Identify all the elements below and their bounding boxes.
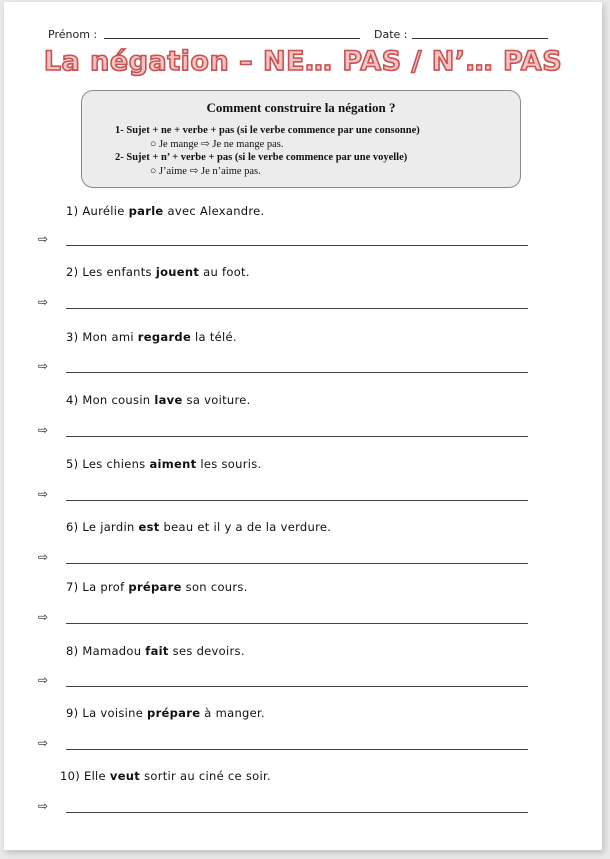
sentence-rest: beau et il y a de la verdure. <box>163 520 332 534</box>
sentence-subject: La voisine <box>82 706 144 720</box>
answer-arrow-icon: ⇨ <box>38 232 49 246</box>
grammar-rule-box <box>81 90 521 188</box>
worksheet-page <box>4 2 602 850</box>
rule-1: 1- Sujet + ne + verbe + pas (si le verbe commence par une consonne) <box>115 125 420 136</box>
date-field-line <box>412 38 548 39</box>
answer-arrow-icon: ⇨ <box>38 487 49 501</box>
answer-line-3[interactable] <box>66 372 528 373</box>
sentence-verb: regarde <box>137 330 192 344</box>
answer-arrow-icon: ⇨ <box>38 736 49 750</box>
answer-arrow-icon: ⇨ <box>38 799 49 813</box>
answer-line-6[interactable] <box>66 563 528 564</box>
answer-arrow-icon: ⇨ <box>38 673 49 687</box>
sentence-rest: à manger. <box>204 706 265 720</box>
date-label: Date : <box>374 28 408 41</box>
exercise-sentence-4 <box>66 393 251 407</box>
answer-line-5[interactable] <box>66 500 528 501</box>
sentence-verb: fait <box>145 644 169 658</box>
exercise-sentence-9 <box>66 706 265 720</box>
sentence-subject: Mon cousin <box>82 393 151 407</box>
sentence-subject: Les enfants <box>82 265 152 279</box>
exercise-sentence-1 <box>66 204 265 218</box>
exercise-number: 5) <box>66 457 79 471</box>
sentence-verb: jouent <box>155 265 200 279</box>
sentence-subject: Les chiens <box>82 457 146 471</box>
answer-line-7[interactable] <box>66 623 528 624</box>
sentence-verb: prépare <box>147 706 201 720</box>
exercise-number: 6) <box>66 520 79 534</box>
sentence-rest: sa voiture. <box>186 393 251 407</box>
sentence-rest: son cours. <box>185 580 248 594</box>
sentence-rest: avec Alexandre. <box>167 204 265 218</box>
exercise-number: 2) <box>66 265 79 279</box>
sentence-verb: parle <box>128 204 164 218</box>
exercise-sentence-10 <box>60 769 271 783</box>
sentence-subject: Mamadou <box>82 644 142 658</box>
sentence-rest: la télé. <box>195 330 237 344</box>
answer-line-10[interactable] <box>66 812 528 813</box>
name-field-line <box>104 38 360 39</box>
exercise-number: 1) <box>66 204 79 218</box>
rule-box-heading: Comment construire la négation ? <box>206 100 396 115</box>
page-title: La négation – NE… PAS / N’… PAS <box>43 46 563 77</box>
sentence-subject: Aurélie <box>82 204 125 218</box>
rule-2-example: ○ J’aime ⇨ Je n’aime pas. <box>150 166 261 177</box>
name-label: Prénom : <box>48 28 98 41</box>
answer-arrow-icon: ⇨ <box>38 423 49 437</box>
exercise-number: 7) <box>66 580 79 594</box>
sentence-subject: La prof <box>82 580 125 594</box>
exercise-sentence-3 <box>66 330 237 344</box>
sentence-subject: Elle <box>84 769 106 783</box>
exercise-number: 4) <box>66 393 79 407</box>
exercise-sentence-6 <box>66 520 331 534</box>
answer-arrow-icon: ⇨ <box>38 550 49 564</box>
exercise-number: 10) <box>60 769 81 783</box>
sentence-subject: Mon ami <box>82 330 134 344</box>
answer-line-9[interactable] <box>66 749 528 750</box>
sentence-rest: les souris. <box>200 457 262 471</box>
rule-1-example: ○ Je mange ⇨ Je ne mange pas. <box>150 139 284 150</box>
answer-line-1[interactable] <box>66 245 528 246</box>
sentence-rest: sortir au ciné ce soir. <box>144 769 271 783</box>
rule-2: 2- Sujet + n’ + verbe + pas (si le verbe commence par une voyelle) <box>115 152 408 163</box>
exercise-sentence-8 <box>66 644 245 658</box>
sentence-subject: Le jardin <box>82 520 135 534</box>
sentence-verb: aiment <box>149 457 197 471</box>
sentence-verb: veut <box>109 769 141 783</box>
exercise-sentence-5 <box>66 457 262 471</box>
answer-arrow-icon: ⇨ <box>38 359 49 373</box>
exercise-number: 8) <box>66 644 79 658</box>
exercise-number: 9) <box>66 706 79 720</box>
sentence-verb: lave <box>154 393 183 407</box>
sentence-rest: au foot. <box>203 265 250 279</box>
answer-line-4[interactable] <box>66 436 528 437</box>
answer-line-2[interactable] <box>66 308 528 309</box>
exercise-sentence-7 <box>66 580 248 594</box>
sentence-verb: est <box>138 520 160 534</box>
answer-line-8[interactable] <box>66 686 528 687</box>
answer-arrow-icon: ⇨ <box>38 295 49 309</box>
answer-arrow-icon: ⇨ <box>38 610 49 624</box>
exercise-sentence-2 <box>66 265 250 279</box>
exercise-number: 3) <box>66 330 79 344</box>
sentence-rest: ses devoirs. <box>172 644 245 658</box>
sentence-verb: prépare <box>128 580 182 594</box>
